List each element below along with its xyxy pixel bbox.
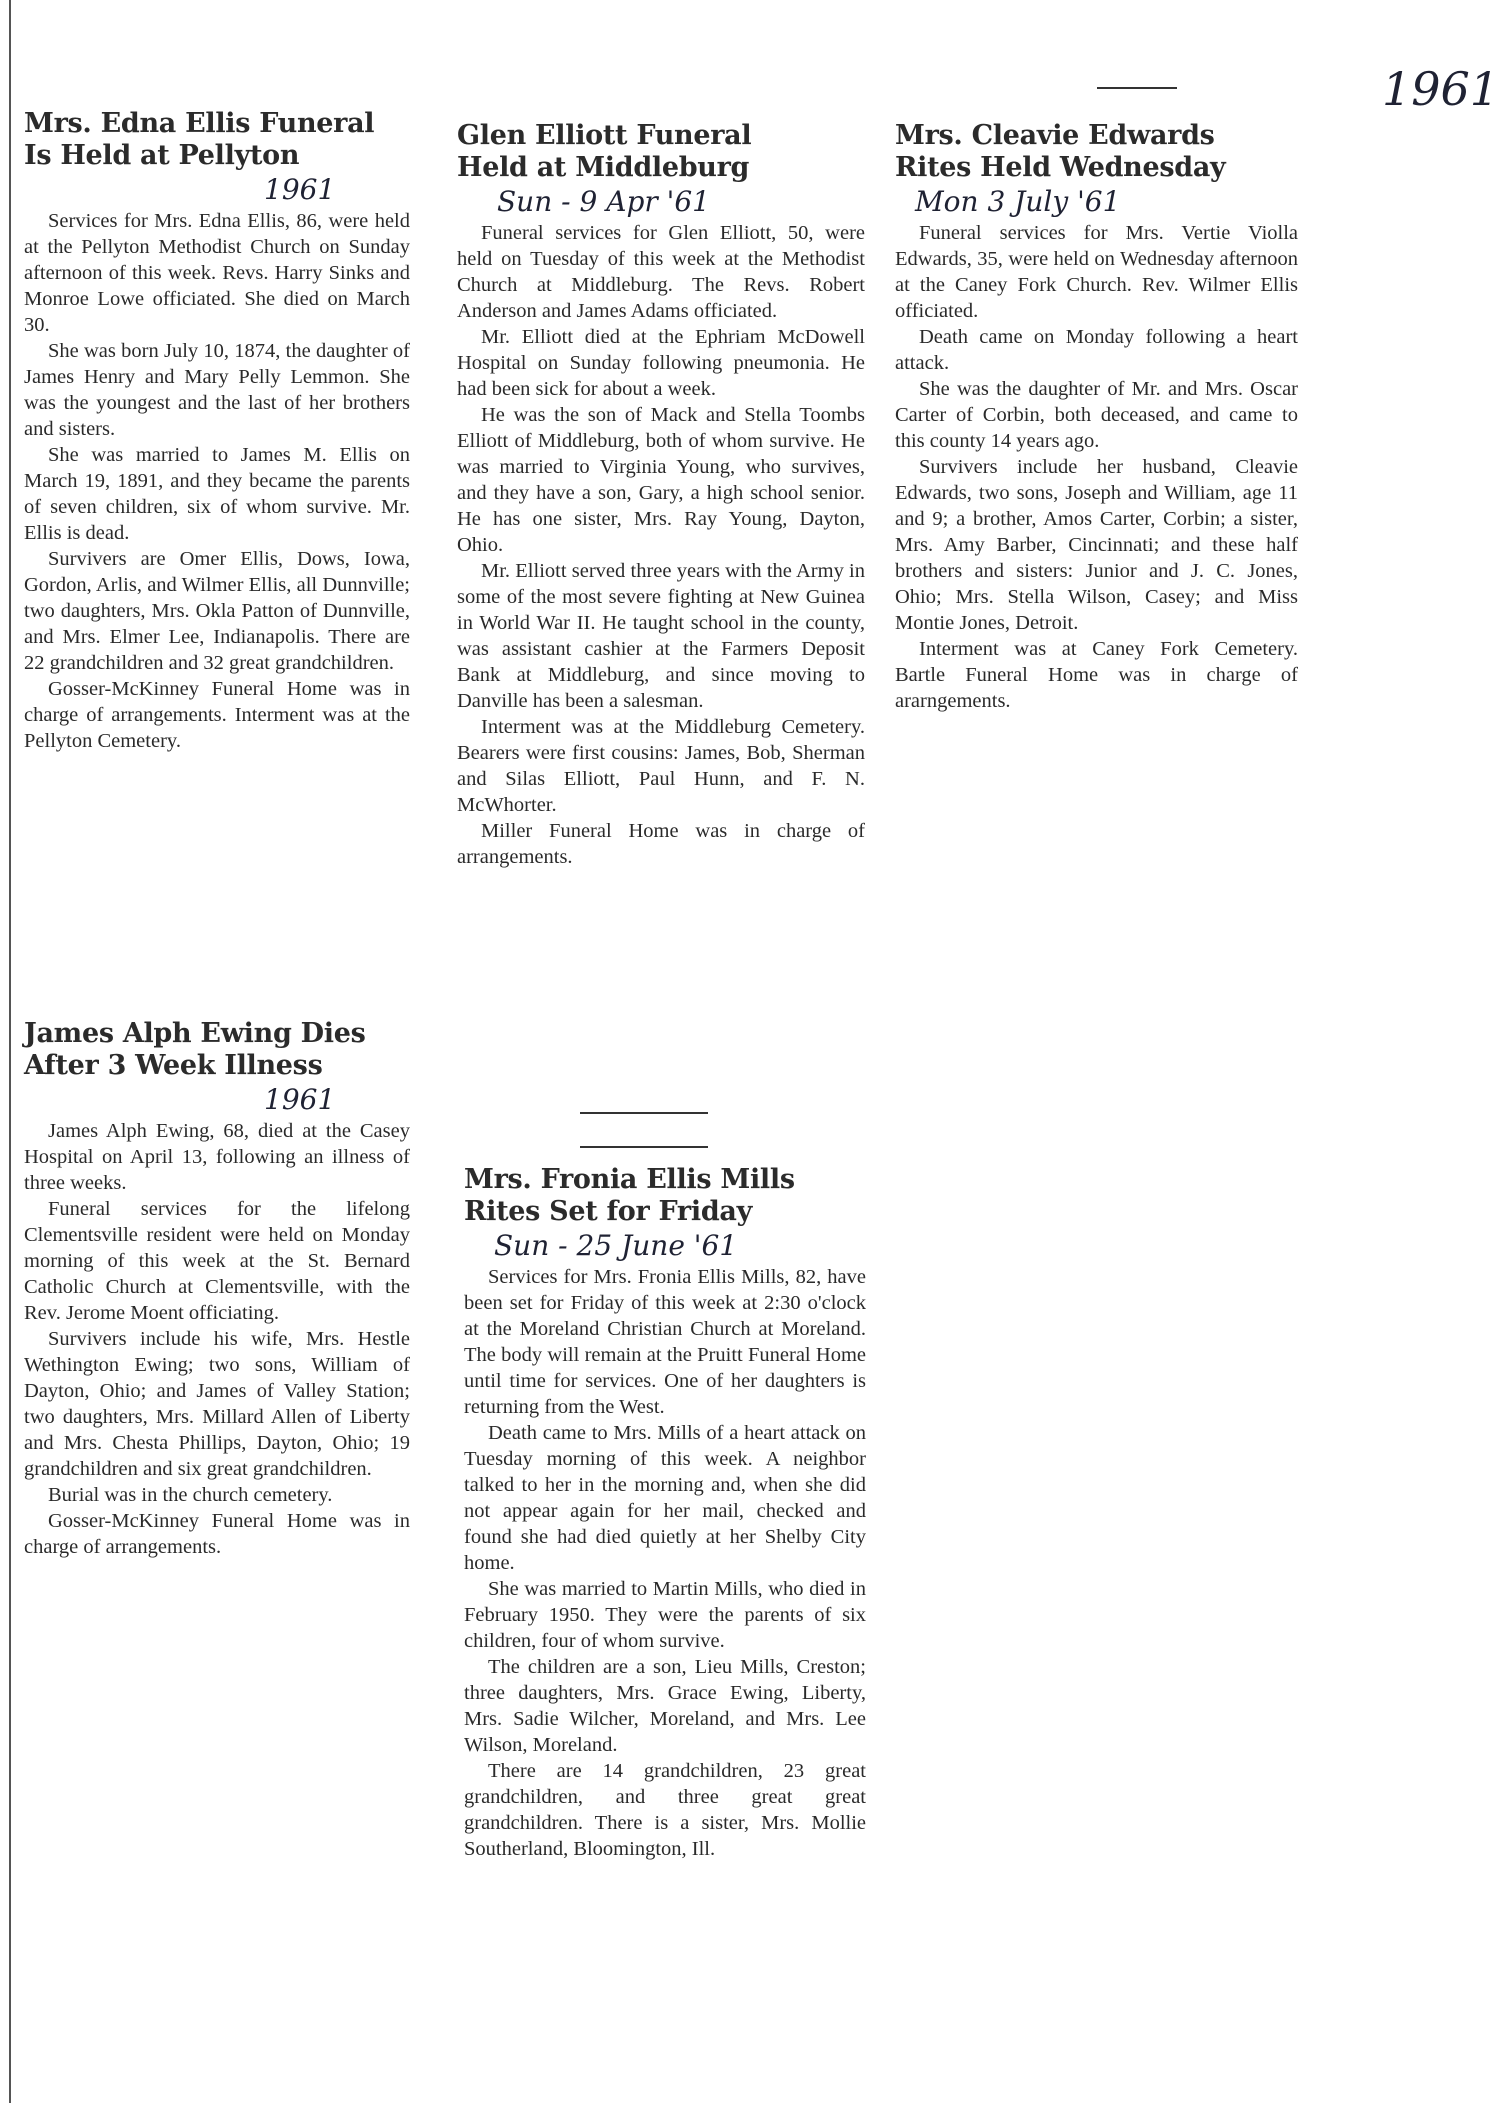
paragraph: Survivers include his wife, Mrs. Hestle Wethington Ewing; two sons, William of Dayton, Ohio; and James of Valley Station; two daughters, Mrs. Millard Allen of Liberty and Mrs. Chesta Phillips, Dayton, Ohio; 19 grandchildren and six great grandchildren. [24, 1328, 410, 1480]
paragraph: Funeral services for Mrs. Vertie Violla Edwards, 35, were held on Wednesday afternoon at the Caney Fork Church. Rev. Wilmer Ellis officiated. [895, 222, 1298, 322]
paragraph: Interment was at the Middleburg Cemetery. Bearers were first cousins: James, Bob, Sherman and Silas Elliott, Paul Hunn, and F. N. McWhorter. [457, 716, 865, 816]
paragraph: She was married to Martin Mills, who died in February 1950. They were the parents of six children, four of whom survive. [464, 1578, 866, 1652]
headline-line: Held at Middleburg [457, 152, 750, 183]
article-fronia-mills [464, 1164, 866, 1862]
paragraph: Gosser-McKinney Funeral Home was in charge of arrangements. [24, 1510, 410, 1558]
paragraph: He was the son of Mack and Stella Toombs Elliott of Middleburg, both of whom survive. He was married to Virginia Young, who survives, and they have a son, Gary, a high school senior. He has one sister, Mrs. Ray Young, Dayton, Ohio. [457, 404, 865, 556]
paragraph: She was born July 10, 1874, the daughter of James Henry and Mary Pelly Lemmon. She was the youngest and the last of her brothers and sisters. [24, 340, 410, 440]
article-body [464, 1264, 866, 1862]
article-james-ewing [24, 1018, 410, 1560]
handwritten-date: 1961 [264, 1083, 336, 1116]
paragraph: Death came on Monday following a heart attack. [895, 326, 1298, 374]
paragraph: Mr. Elliott died at the Ephriam McDowell Hospital on Sunday following pneumonia. He had been sick for about a week. [457, 326, 865, 400]
paragraph: Burial was in the church cemetery. [48, 1484, 333, 1506]
handwritten-date: Sun - 25 June '61 [494, 1229, 738, 1262]
paragraph: She was the daughter of Mr. and Mrs. Oscar Carter of Corbin, both deceased, and came to this county 14 years ago. [895, 378, 1298, 452]
headline-line: Rites Set for Friday [464, 1196, 752, 1227]
handwritten-date: Mon 3 July '61 [915, 185, 1121, 218]
headline-line: Glen Elliott Funeral [457, 120, 752, 151]
paragraph: Services for Mrs. Edna Ellis, 86, were held at the Pellyton Methodist Church on Sunday afternoon of this week. Revs. Harry Sinks and Monroe Lowe officiated. She died on March 30. [24, 210, 410, 336]
article-body [24, 208, 410, 754]
headline-line: James Alph Ewing Dies [24, 1018, 366, 1049]
paragraph: Funeral services for Glen Elliott, 50, were held on Tuesday of this week at the Methodist Church at Middleburg. The Revs. Robert Anderson and James Adams officiated. [457, 222, 865, 322]
article-edna-ellis [24, 108, 410, 754]
divider-rule [580, 1112, 708, 1114]
headline-line: Rites Held Wednesday [895, 152, 1226, 183]
article-headline [24, 1018, 410, 1082]
headline-line: After 3 Week Illness [24, 1050, 323, 1081]
paragraph: Gosser-McKinney Funeral Home was in charge of arrangements. Interment was at the Pellyton Cemetery. [24, 678, 410, 752]
paragraph: There are 14 grandchildren, 23 great grandchildren, and three great great grandchildren. There is a sister, Mrs. Mollie Southerland, Bloomington, Ill. [464, 1760, 866, 1860]
headline-line: Is Held at Pellyton [24, 140, 300, 171]
handwritten-date: 1961 [264, 173, 336, 206]
article-headline [24, 108, 410, 172]
headline-line: Mrs. Edna Ellis Funeral [24, 108, 375, 139]
headline-line: Mrs. Cleavie Edwards [895, 120, 1215, 151]
headline-line: Mrs. Fronia Ellis Mills [464, 1164, 795, 1195]
article-headline [457, 120, 865, 184]
paragraph: Death came to Mrs. Mills of a heart attack on Tuesday morning of this week. A neighbor talked to her in the morning and, when she did not appear again for her mail, checked and found she had died quietly at her Shelby City home. [464, 1422, 866, 1574]
paragraph: She was married to James M. Ellis on March 19, 1891, and they became the parents of seven children, six of whom survive. Mr. Ellis is dead. [24, 444, 410, 544]
paragraph: Interment was at Caney Fork Cemetery. Bartle Funeral Home was in charge of ararngements. [895, 638, 1298, 712]
page-year-annotation: 1961 [1382, 62, 1500, 116]
article-glen-elliott [457, 120, 865, 870]
paragraph: Services for Mrs. Fronia Ellis Mills, 82, have been set for Friday of this week at 2:30 o'clock at the Moreland Christian Church at Moreland. The body will remain at the Pruitt Funeral Home until time for services. One of her daughters is returning from the West. [464, 1266, 866, 1418]
paragraph: The children are a son, Lieu Mills, Creston; three daughters, Mrs. Grace Ewing, Liberty, Mrs. Sadie Wilcher, Moreland, and Mrs. Lee Wilson, Moreland. [464, 1656, 866, 1756]
paragraph: Mr. Elliott served three years with the Army in some of the most severe fighting at New Guinea in World War II. He taught school in the county, was assistant cashier at the Farmers Deposit Bank at Middleburg, and since moving to Danville has been a salesman. [457, 560, 865, 712]
paragraph: James Alph Ewing, 68, died at the Casey Hospital on April 13, following an illness of three weeks. [24, 1120, 410, 1194]
divider-rule [1097, 87, 1177, 89]
divider-rule [580, 1146, 708, 1148]
clipping-border-line [9, 0, 11, 2103]
article-body [895, 220, 1298, 714]
paragraph: Funeral services for the lifelong Clementsville resident were held on Monday morning of this week at the St. Bernard Catholic Church at Clementsville, with the Rev. Jerome Moent officiating. [24, 1198, 410, 1324]
article-cleavie-edwards [895, 120, 1298, 714]
paragraph: Survivers are Omer Ellis, Dows, Iowa, Gordon, Arlis, and Wilmer Ellis, all Dunnville; two daughters, Mrs. Okla Patton of Dunnville, and Mrs. Elmer Lee, Indianapolis. There are 22 grandchildren and 32 great grandchildren. [24, 548, 410, 674]
article-body [24, 1118, 410, 1560]
handwritten-date: Sun - 9 Apr '61 [497, 185, 710, 218]
article-headline [464, 1164, 866, 1228]
article-body [457, 220, 865, 870]
paragraph: Miller Funeral Home was in charge of arrangements. [457, 820, 865, 868]
article-headline [895, 120, 1298, 184]
paragraph: Survivers include her husband, Cleavie Edwards, two sons, Joseph and William, age 11 and 9; a brother, Amos Carter, Corbin; a sister, Mrs. Amy Barber, Cincinnati; and these half brothers and sisters: Junior and J. C. Jones, Ohio; Mrs. Stella Wilson, Casey; and Miss Montie Jones, Detroit. [895, 456, 1298, 634]
